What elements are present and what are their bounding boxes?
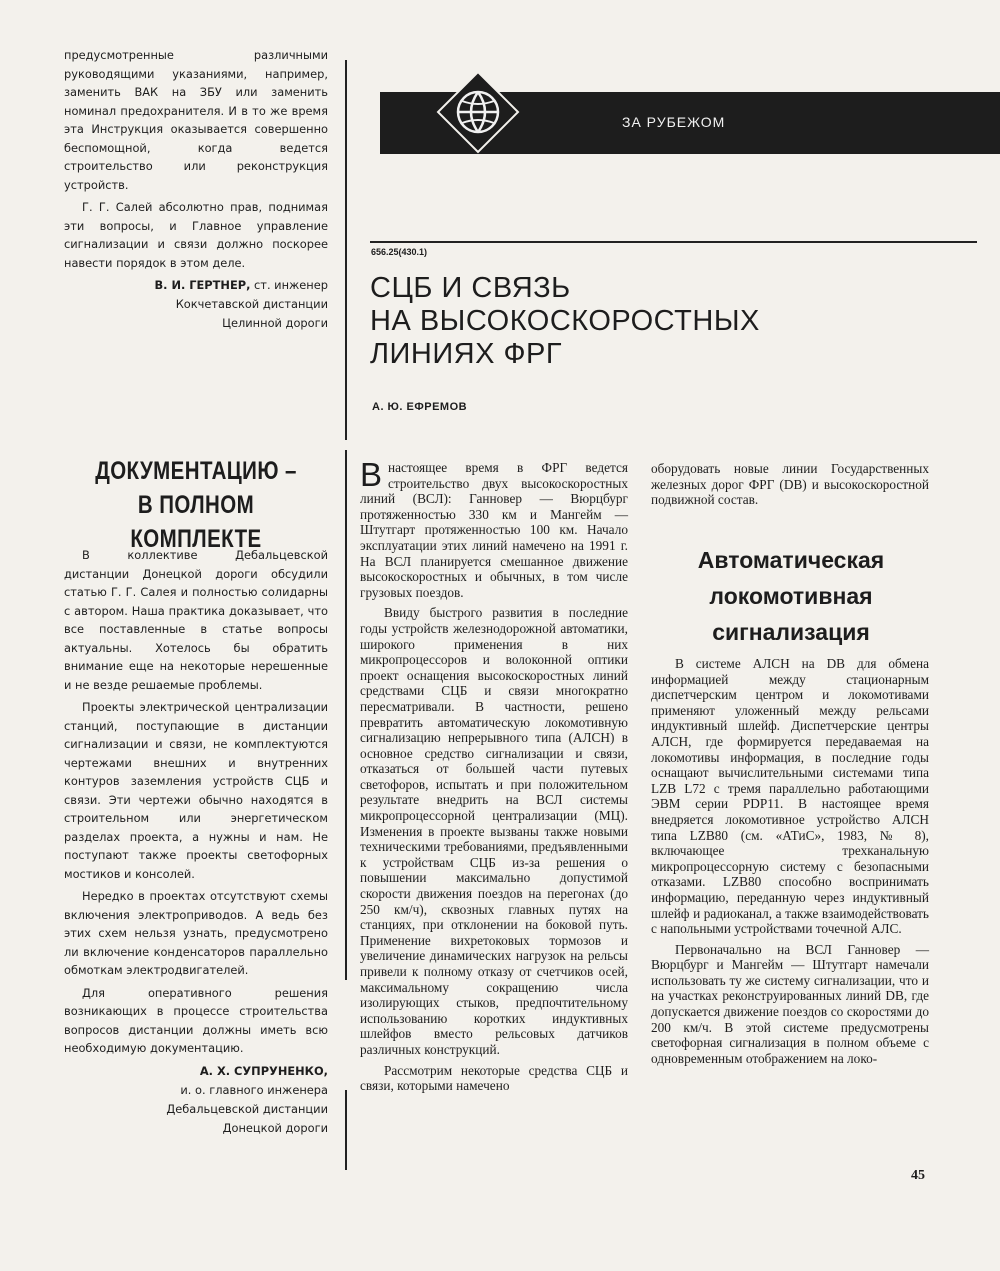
article-column-1 <box>360 456 628 1099</box>
section-label: ЗА РУБЕЖОМ <box>622 114 726 130</box>
column-divider <box>345 450 347 980</box>
article-author: А. Ю. ЕФРЕМОВ <box>372 401 468 413</box>
article-paragraph: Внастоящее время в ФРГ ведется строительство двух высокоскоростных линий (ВСЛ): Ганновер — Вюрцбург протяженностью 330 км и Мангейм — Штутгарт протяженностью 100 км. Начало эксплуатации этих линий намечено на 1991 г. На ВСЛ планируется смешанное движение высокоскоростных и обычных, в том числе грузовых поездов. <box>360 456 628 600</box>
doc-paragraph: Нередко в проектах отсутствуют схемы включения электроприводов. А ведь без этих схем нельзя узнать, предусмотрено ли включение конденсаторов параллельно обмоткам электродвигателей. <box>64 889 328 977</box>
globe-icon <box>436 70 520 154</box>
column-divider <box>345 60 347 440</box>
article-paragraph: Рассмотрим некоторые средства СЦБ и связи, которыми намечено <box>360 1062 628 1094</box>
article-column-2 <box>651 656 929 1071</box>
signature-line: и. о. главного инженера <box>180 1082 328 1097</box>
article-paragraph: оборудовать новые линии Государственных железных дорог ФРГ (DB) и высокоскоростной подвижной состав. <box>651 461 929 508</box>
column-divider <box>345 1090 347 1170</box>
doc-article-title: ДОКУМЕНТАЦИЮ – В ПОЛНОМ КОМПЛЕКТЕ <box>95 457 297 553</box>
letter-paragraph: Г. Г. Салей абсолютно прав, поднимая эти вопросы, и Главное управление сигнализации и связи должно поскорее навести порядок в этом деле. <box>64 200 328 270</box>
doc-paragraph: Проекты электрической централизации станций, поступающие в дистанции сигнализации и связи, не комплектуются чертежами внешних и внутренних контуров заземления устройств СЦБ и связи. Эти чертежи обычно находятся в строительном или энергетическом разделах проекта, а нужны и нам. Не поступают также проекты светофорных мостиков и консолей. <box>64 700 328 881</box>
doc-paragraph: Для оперативного решения возникающих в процессе строительства вопросов дистанции должны иметь всю необходимую документацию. <box>64 985 328 1055</box>
letter-paragraph: предусмотренные различными руководящими указаниями, например, заменить ВАК на ЗБУ или заменить номинал предохранителя. И в то же время эта Инструкция оказывается совершенно беспомощной, когда ведется строительство или реконструкция устройств. <box>64 48 328 192</box>
article-paragraph: Ввиду быстрого развития в последние годы устройств железнодорожной автоматики, широкого применения в них микропроцессоров и волоконной оптики проект оснащения высокоскоростных линий средствами СЦБ и связи многократно пересматривали. В частности, решено превратить автоматическую локомотивную сигнализацию непрерывного типа (АЛСН) в основное средство сигнализации и связи, отказаться от большей части путевых светофоров, испытать и при положительном результате внедрить на ВСЛ системы микропроцессорной централизации (МЦ). Изменения в проекте вызваны также новыми техническими требованиями, предъявленными к устройствам СЦБ из-за решения о повышении максимально допустимой скорости движения поездов на перегонах (до 250 км/ч), сквозных главных путях на станциях, при отклонении на боковой путь. Применение вихретоковых тормозов и увеличение динамических нагрузок на рельсы привели к полному отказу от счетчиков осей, максимальному сокращению числа изолирующих стыков, предпочтительному использованию коротких индуктивных шлейфов вместо рельсовых датчиков различных конструкций. <box>360 605 628 1057</box>
letter-signature <box>64 276 328 333</box>
signature-line: Целинной дороги <box>222 316 328 330</box>
article-subheading: Автоматическая локомотивная сигнализация <box>697 547 885 645</box>
signature-name: В. И. ГЕРТНЕР, <box>154 278 251 292</box>
signature-line: Донецкой дороги <box>222 1120 328 1135</box>
signature-title: ст. инженер <box>254 278 328 292</box>
signature-line: Дебальцевской дистанции <box>166 1101 328 1116</box>
page-number: 45 <box>911 1168 925 1183</box>
article-column-2-top <box>651 461 929 513</box>
article-paragraph: В системе АЛСН на DB для обмена информацией между стационарным диспетчерским центром и локомотивами применяют уложенный между рельсами индуктивный шлейф. Диспетчерские центры АЛСН, где формируется передаваемая на локомотивы информация, в последние годы оснащают вычислительными системами типа LZB L72 с тремя параллельно работающими ЭВМ серии PDP11. В настоящее время внедряется локомотивное устройство АЛСН типа LZB80 (см. «АТиС», 1983, № 8), включающее трехканальную микропроцессорную систему с безопасными отказами. LZB80 способно воспринимать информацию, переданную через индуктивный шлейф и радиоканал, а также взаимодействовать с напольными устройствами точечной АЛС. <box>651 656 929 937</box>
doc-article-body <box>64 546 328 1138</box>
previous-letter <box>64 46 328 333</box>
udk-code: 656.25(430.1) <box>371 247 428 257</box>
doc-signature <box>64 1062 328 1138</box>
signature-line: Кокчетавской дистанции <box>175 297 328 311</box>
drop-cap: В <box>360 456 383 493</box>
article-paragraph: Первоначально на ВСЛ Ганновер — Вюрцбург и Мангейм — Штутгарт намечали использовать ту же систему сигнализации, что и на участках реконструированных линий DB, где допускается движение поездов со скоростями до 200 км/ч. В этой системе предусмотрены светофорная сигнализация в полном объеме с одновременным отображением на локо- <box>651 941 929 1066</box>
article-title: СЦБ И СВЯЗЬ НА ВЫСОКОСКОРОСТНЫХ ЛИНИЯХ ФРГ <box>370 272 760 370</box>
signature-name: А. Х. СУПРУНЕНКО, <box>199 1063 328 1078</box>
header-rule <box>370 241 977 243</box>
doc-paragraph: В коллективе Дебальцевской дистанции Донецкой дороги обсудили статью Г. Г. Салея и полностью солидарны с автором. Наша практика доказывает, что все поставленные в статье вопросы актуальны. Хотелось бы обратить внимание еще на некоторые нерешенные и не везде решаемые проблемы. <box>64 548 328 692</box>
